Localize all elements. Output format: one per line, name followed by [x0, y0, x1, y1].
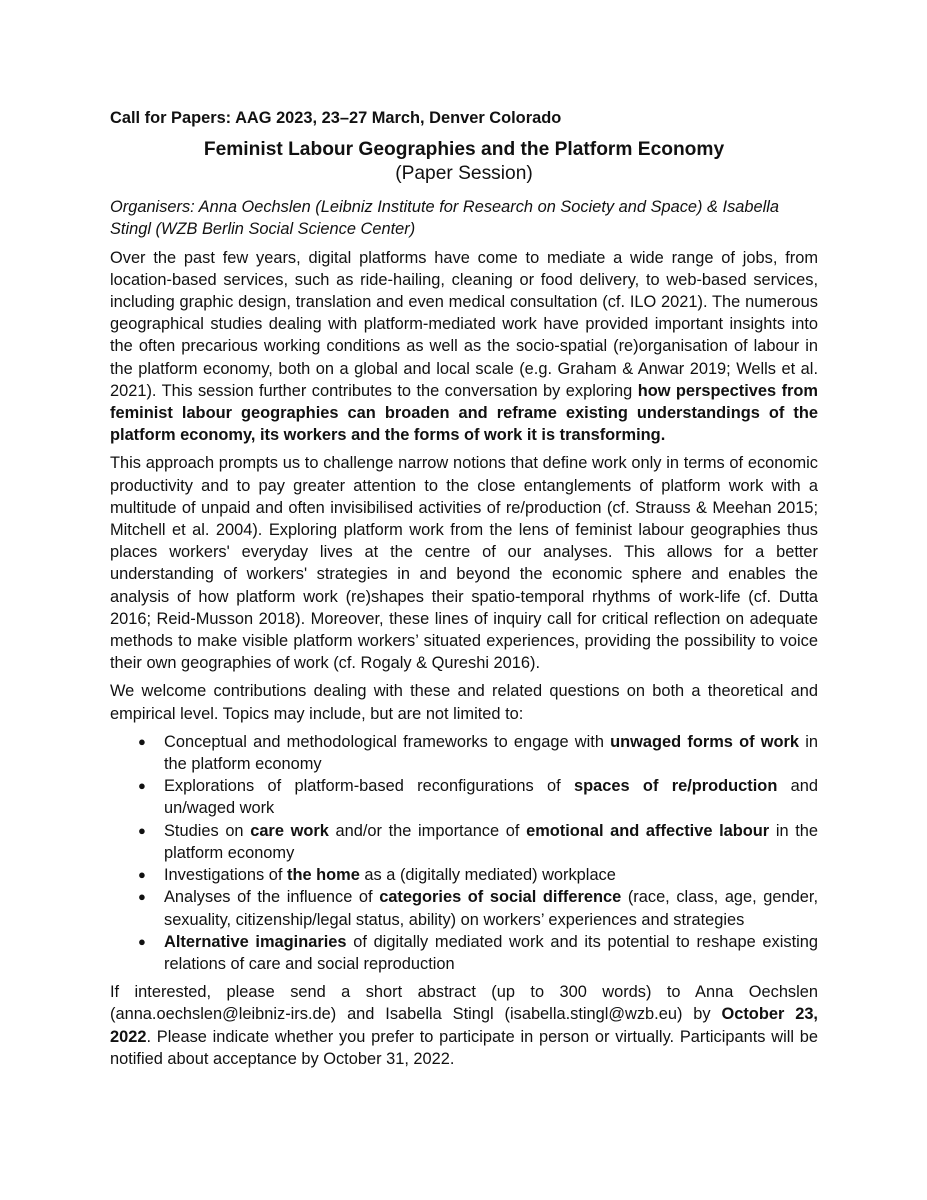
bullet-icon: ●: [138, 778, 146, 794]
topic-text: Explorations of platform-based reconfigurations of: [164, 777, 575, 796]
topic-text: Conceptual and methodological frameworks to engage with: [164, 732, 611, 751]
bullet-icon: ●: [138, 867, 146, 883]
topic-text: Analyses of the influence of: [164, 888, 380, 907]
topic-text: Investigations of: [164, 866, 288, 885]
welcome-paragraph: We welcome contributions dealing with these and related questions on both a theoretical and empirical level. Topics may include, but are not limited to:: [110, 682, 818, 723]
topic-bold: spaces of re/production: [574, 777, 778, 796]
bullet-icon: ●: [138, 822, 146, 838]
call-for-papers-heading: Call for Papers: AAG 2023, 23–27 March, Denver Colorado: [110, 109, 562, 127]
topic-text: in the platform economy: [164, 732, 819, 774]
intro-bold-text: how perspectives from feminist labour geographies can broaden and reframe existing understandings of the platform economy, its workers and the forms of work it is transforming.: [110, 381, 818, 445]
topic-text: Studies on: [164, 821, 251, 840]
topic-bold: the home: [287, 866, 360, 885]
deadline-date: October 23, 2022: [110, 1005, 818, 1046]
topic-text: as a (digitally mediated) workplace: [359, 866, 616, 885]
topics-list: [110, 731, 818, 975]
list-item: [110, 775, 818, 819]
submission-paragraph: [110, 981, 818, 1070]
topic-text: (race, class, age, gender, sexuality, citizenship/legal status, ability) on workers’ experiences and strategies: [164, 888, 818, 929]
list-item: [110, 820, 818, 864]
organisers-line: Organisers: Anna Oechslen (Leibniz Institute for Research on Society and Space) & Isabella Stingl (WZB Berlin Social Science Center): [110, 198, 780, 239]
submission-text-end: . Please indicate whether you prefer to participate in person or virtually. Participants will be notified about acceptance by October 31, 2022.: [110, 1027, 818, 1068]
topic-bold: categories of social difference: [379, 888, 622, 907]
list-item: [110, 931, 818, 975]
topic-bold: Alternative imaginaries: [164, 932, 347, 951]
topic-text: in the platform economy: [164, 821, 819, 862]
bullet-icon: ●: [138, 933, 146, 949]
list-item: [110, 886, 818, 930]
list-item: [110, 864, 818, 886]
topic-text: and un/waged work: [164, 777, 818, 818]
submission-text: If interested, please send a short abstract (up to 300 words) to Anna Oechslen (anna.oechslen@leibniz-irs.de) and Isabella Stingl (isabella.stingl@wzb.eu) by: [110, 983, 818, 1024]
topic-text: and/or the importance of: [328, 821, 527, 840]
approach-paragraph: This approach prompts us to challenge narrow notions that define work only in terms of economic productivity and to pay greater attention to the close entanglements of platform work with a multitude of unpaid and often invisibilised activities of re/production (cf. Strauss & Meehan 2015; Mitchell et al. 2004). Exploring platform work from the lens of feminist labour geographies thus places workers' everyday lives at the centre of our analyses. This allows for a better understanding of workers' strategies in and beyond the economic sphere and enables the analysis of how platform work (re)shapes their spatio-temporal rhythms of work-life (cf. Dutta 2016; Reid-Musson 2018). Moreover, these lines of inquiry call for critical reflection on adequate methods to make visible platform workers’ situated experiences, providing the possibility to voice their own geographies of work (cf. Rogaly & Qureshi 2016).: [110, 454, 818, 673]
session-subtitle: (Paper Session): [395, 163, 533, 185]
document-page: [110, 107, 818, 1076]
intro-paragraph: [110, 247, 818, 447]
session-title: Feminist Labour Geographies and the Platform Economy: [203, 139, 725, 161]
intro-text: Over the past few years, digital platforms have come to mediate a wide range of jobs, from location-based services, such as ride-hailing, cleaning or food delivery, to web-based services, including graphic design, translation and even medical consultation (cf. ILO 2021). The numerous geographical studies dealing with platform-mediated work have provided important insights into the often precarious working conditions as well as the socio-spatial (re)organisation of labour in the platform economy, both on a global and local scale (e.g. Graham & Anwar 2019; Wells et al. 2021). This session further contributes to the conversation by exploring: [110, 248, 818, 400]
topic-bold: emotional and affective labour: [526, 821, 770, 840]
topic-text: of digitally mediated work and its potential to reshape existing relations of care and social reproduction: [164, 932, 818, 973]
bullet-icon: ●: [138, 889, 146, 905]
bullet-icon: ●: [138, 733, 146, 749]
topic-bold: unwaged forms of work: [610, 732, 800, 751]
topic-bold: care work: [250, 821, 329, 840]
list-item: [110, 731, 818, 775]
